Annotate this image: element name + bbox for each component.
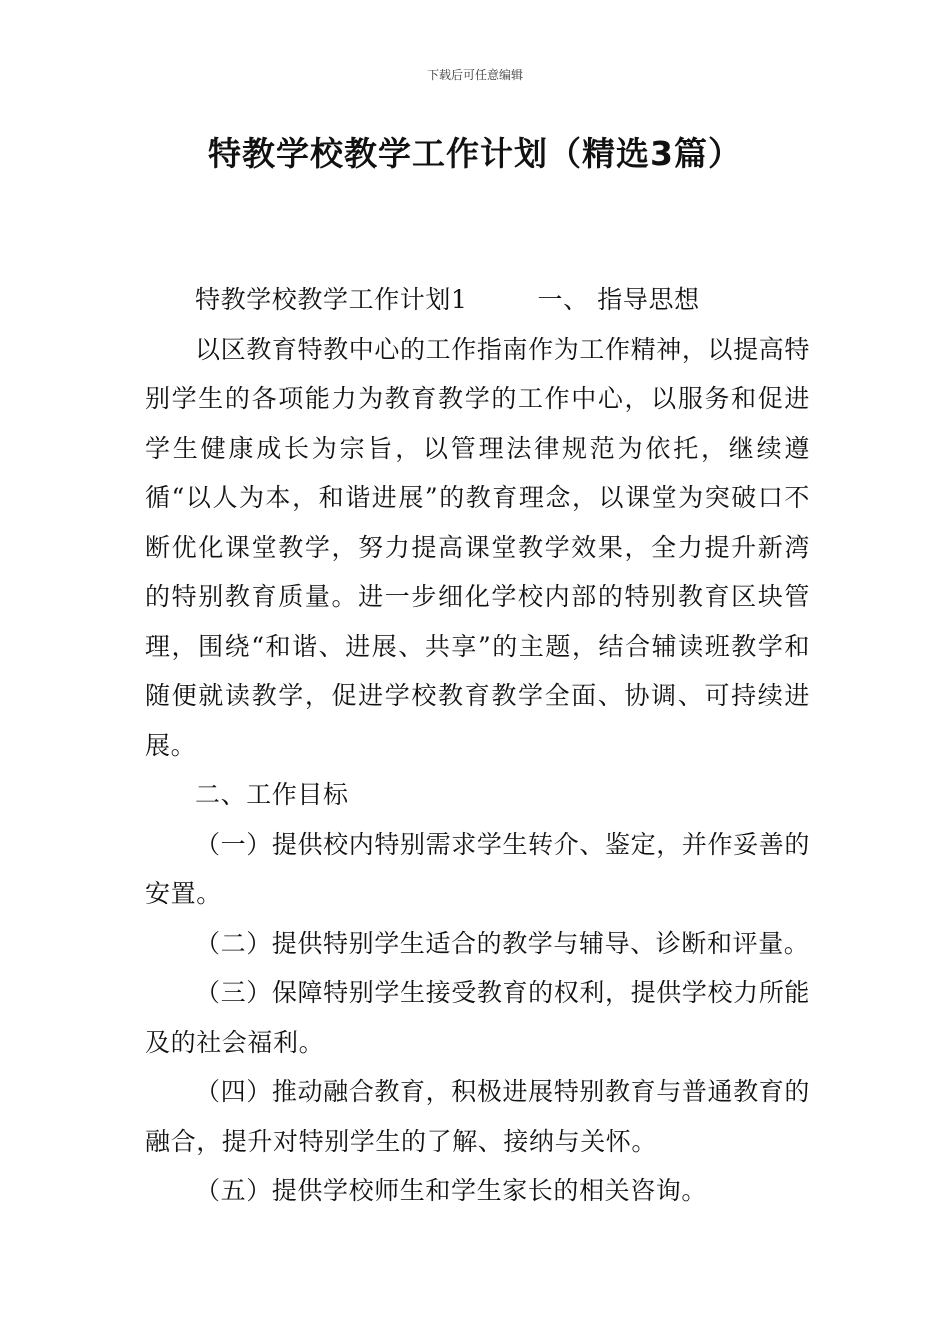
- section-heading: [145, 275, 810, 325]
- document-body: [145, 275, 810, 1216]
- goal-item-3: （三）保障特别学生接受教育的权利，提供学校力所能及的社会福利。: [145, 978, 810, 1057]
- work-goals-heading: 二、工作目标: [195, 780, 349, 809]
- goal-item-1: （一）提供校内特别需求学生转介、鉴定，并作妥善的安置。: [145, 829, 810, 908]
- goal-item-2: （二）提供特别学生适合的教学与辅导、诊断和评量。: [195, 928, 810, 958]
- paragraph-guiding-ideology: 以区教育特教中心的工作指南作为工作精神，以提高特别学生的各项能力为教育教学的工作中心，以服务和促进学生健康成长为宗旨，以管理法律规范为依托，继续遵循“以人为本，和谐进展”的教育理念，以课堂为突破口不断优化课堂教学，努力提高课堂教学效果，全力提升新湾的特别教育质量。进一步细化学校内部的特别教育区块管理，围绕“和谐、进展、共享”的主题，结合辅读班教学和随便就读教学，促进学校教育教学全面、协调、可持续进展。: [145, 334, 810, 760]
- goal-item-5: （五）提供学校师生和学生家长的相关咨询。: [195, 1176, 708, 1205]
- header-note: 下载后可任意编辑: [426, 68, 523, 82]
- goal-item-4: （四）推动融合教育，积极进展特别教育与普通教育的融合，提升对特别学生的了解、接纳与关怀。: [145, 1077, 810, 1156]
- plan-heading: 特教学校教学工作计划1: [195, 285, 468, 314]
- guiding-ideology-heading: 一、 指导思想: [537, 285, 700, 314]
- document-title: 特教学校教学工作计划（精选3篇）: [208, 134, 742, 173]
